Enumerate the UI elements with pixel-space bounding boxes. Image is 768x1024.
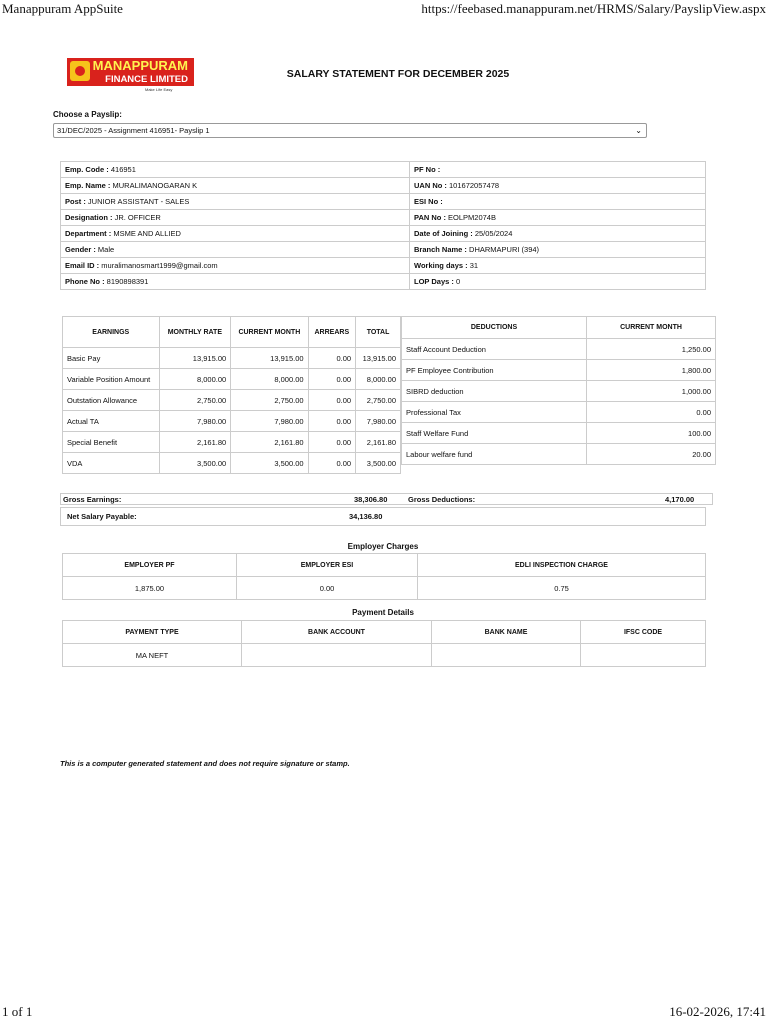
earnings-table (62, 316, 401, 474)
page-url: https://feebased.manappuram.net/HRMS/Salary/PayslipView.aspx (421, 1, 766, 16)
field-value: MURALIMANOGARAN K (110, 181, 198, 190)
field-label: Phone No : (65, 277, 105, 286)
earning-name: Actual TA (63, 411, 160, 432)
field-label: Gender : (65, 245, 96, 254)
net-salary-row (60, 507, 706, 526)
employee-field-right (410, 210, 706, 226)
field-label: PF No : (414, 165, 441, 174)
earning-name: VDA (63, 453, 160, 474)
field-label: Post : (65, 197, 86, 206)
monthly-rate-header: MONTHLY RATE (159, 317, 231, 348)
employee-field-left (61, 226, 410, 242)
deduction-name: Professional Tax (402, 402, 587, 423)
earning-name: Variable Position Amount (63, 369, 160, 390)
earning-amount: 7,980.00 (159, 411, 231, 432)
field-value: 101672057478 (446, 181, 500, 190)
deductions-header: DEDUCTIONS (402, 317, 587, 339)
statement-title: SALARY STATEMENT FOR DECEMBER 2025 (286, 68, 510, 80)
browser-title: Manappuram AppSuite (2, 1, 123, 16)
employer-charges-title: Employer Charges (347, 542, 419, 551)
logo-line2: FINANCE LIMITED (105, 74, 188, 85)
deduction-name: Labour welfare fund (402, 444, 587, 465)
ifsc-code-header: IFSC CODE (581, 621, 706, 644)
employer-pf-header: EMPLOYER PF (63, 554, 237, 577)
payment-details-table (62, 620, 706, 667)
table-row (63, 369, 401, 390)
print-datetime: 16-02-2026, 17:41 (669, 1004, 766, 1019)
earning-amount: 8,000.00 (356, 369, 401, 390)
field-label: Department : (65, 229, 112, 238)
earning-amount: 2,750.00 (231, 390, 308, 411)
field-label: Date of Joining : (414, 229, 473, 238)
table-row (402, 402, 716, 423)
field-label: Email ID : (65, 261, 100, 270)
deduction-amount: 0.00 (587, 402, 716, 423)
payment-type-value: MA NEFT (63, 644, 242, 667)
employer-charges-table (62, 553, 706, 600)
employee-field-left (61, 242, 410, 258)
deduction-name: Staff Welfare Fund (402, 423, 587, 444)
earning-amount: 7,980.00 (356, 411, 401, 432)
earning-amount: 7,980.00 (231, 411, 308, 432)
earning-amount: 2,161.80 (159, 432, 231, 453)
bank-name-header: BANK NAME (432, 621, 581, 644)
net-salary-label: Net Salary Payable: (67, 512, 137, 521)
field-label: Designation : (65, 213, 113, 222)
table-row (63, 348, 401, 369)
employee-field-right (410, 258, 706, 274)
employee-field-right (410, 178, 706, 194)
current-month-header: CURRENT MONTH (231, 317, 308, 348)
employee-field-left (61, 274, 410, 290)
earning-amount: 0.00 (308, 390, 356, 411)
earning-amount: 13,915.00 (231, 348, 308, 369)
table-row (63, 390, 401, 411)
payslip-label: Choose a Payslip: (53, 110, 122, 119)
earning-amount: 2,750.00 (159, 390, 231, 411)
payslip-selected-value: 31/DEC/2025 - Assignment 416951- Payslip 1 (57, 126, 210, 135)
deduction-name: SIBRD deduction (402, 381, 587, 402)
deduction-name: PF Employee Contribution (402, 360, 587, 381)
employee-field-left (61, 162, 410, 178)
bank-name-value (432, 644, 581, 667)
edli-header: EDLI INSPECTION CHARGE (418, 554, 706, 577)
earning-amount: 8,000.00 (231, 369, 308, 390)
earning-amount: 2,750.00 (356, 390, 401, 411)
table-row (402, 444, 716, 465)
field-value: DHARMAPURI (394) (466, 245, 540, 254)
employee-field-right (410, 194, 706, 210)
gross-deductions-value: 4,170.00 (665, 495, 695, 504)
logo-line1: MANAPPURAM (92, 58, 188, 73)
deductions-current-month-header: CURRENT MONTH (587, 317, 716, 339)
deduction-amount: 1,000.00 (587, 381, 716, 402)
field-label: PAN No : (414, 213, 446, 222)
earning-amount: 0.00 (308, 369, 356, 390)
employee-field-right (410, 162, 706, 178)
earning-amount: 13,915.00 (159, 348, 231, 369)
deduction-amount: 1,250.00 (587, 339, 716, 360)
table-row (402, 381, 716, 402)
net-salary-value: 34,136.80 (349, 512, 383, 521)
field-value: 25/05/2024 (472, 229, 513, 238)
field-value: MSME AND ALLIED (111, 229, 181, 238)
table-row (63, 432, 401, 453)
earning-amount: 3,500.00 (231, 453, 308, 474)
edli-value: 0.75 (418, 577, 706, 600)
field-label: ESI No : (414, 197, 443, 206)
logo-tagline: Make Life Easy (145, 87, 173, 92)
deduction-amount: 1,800.00 (587, 360, 716, 381)
table-row (63, 453, 401, 474)
field-label: Emp. Code : (65, 165, 109, 174)
ifsc-code-value (581, 644, 706, 667)
earning-amount: 2,161.80 (356, 432, 401, 453)
earning-amount: 0.00 (308, 432, 356, 453)
earning-amount: 2,161.80 (231, 432, 308, 453)
deduction-name: Staff Account Deduction (402, 339, 587, 360)
table-row (402, 423, 716, 444)
company-logo (67, 58, 194, 94)
employee-field-left (61, 210, 410, 226)
field-value: muralimanosmart1999@gmail.com (99, 261, 218, 270)
earning-amount: 3,500.00 (159, 453, 231, 474)
table-row (402, 339, 716, 360)
field-label: Working days : (414, 261, 468, 270)
total-header: TOTAL (356, 317, 401, 348)
field-value: JUNIOR ASSISTANT - SALES (85, 197, 190, 206)
payslip-select[interactable] (53, 123, 647, 138)
earning-amount: 3,500.00 (356, 453, 401, 474)
earning-name: Outstation Allowance (63, 390, 160, 411)
earning-name: Special Benefit (63, 432, 160, 453)
gross-totals-row (60, 493, 713, 505)
deductions-table (401, 316, 716, 465)
field-value: EOLPM2074B (445, 213, 496, 222)
table-row (402, 360, 716, 381)
earning-amount: 8,000.00 (159, 369, 231, 390)
employee-field-left (61, 178, 410, 194)
employee-field-left (61, 258, 410, 274)
payment-details-title: Payment Details (352, 608, 414, 617)
deduction-amount: 100.00 (587, 423, 716, 444)
field-value: JR. OFFICER (112, 213, 161, 222)
bank-account-header: BANK ACCOUNT (242, 621, 432, 644)
employee-field-right (410, 242, 706, 258)
page-counter: 1 of 1 (2, 1004, 33, 1019)
employer-esi-header: EMPLOYER ESI (237, 554, 418, 577)
employee-details-table (60, 161, 706, 290)
earning-amount: 0.00 (308, 348, 356, 369)
field-value: 0 (453, 277, 461, 286)
employee-field-right (410, 226, 706, 242)
earning-amount: 13,915.00 (356, 348, 401, 369)
field-label: Branch Name : (414, 245, 467, 254)
payment-type-header: PAYMENT TYPE (63, 621, 242, 644)
field-value: 8190898391 (104, 277, 149, 286)
field-value: Male (95, 245, 115, 254)
disclaimer-note: This is a computer generated statement and does not require signature or stamp. (60, 759, 350, 768)
employee-field-right (410, 274, 706, 290)
gross-earnings-value: 38,306.80 (354, 495, 388, 504)
employee-field-left (61, 194, 410, 210)
bank-account-value (242, 644, 432, 667)
employer-esi-value: 0.00 (237, 577, 418, 600)
field-label: Emp. Name : (65, 181, 111, 190)
gross-deductions-label: Gross Deductions: (408, 495, 476, 504)
gross-earnings-label: Gross Earnings: (63, 495, 122, 504)
earning-amount: 0.00 (308, 453, 356, 474)
employer-pf-value: 1,875.00 (63, 577, 237, 600)
earnings-header: EARNINGS (63, 317, 160, 348)
earning-name: Basic Pay (63, 348, 160, 369)
field-value: 416951 (108, 165, 136, 174)
table-row (63, 411, 401, 432)
deduction-amount: 20.00 (587, 444, 716, 465)
field-label: LOP Days : (414, 277, 454, 286)
earning-amount: 0.00 (308, 411, 356, 432)
chevron-down-icon: ⌄ (635, 126, 642, 135)
field-value: 31 (467, 261, 479, 270)
arrears-header: ARREARS (308, 317, 356, 348)
field-label: UAN No : (414, 181, 447, 190)
